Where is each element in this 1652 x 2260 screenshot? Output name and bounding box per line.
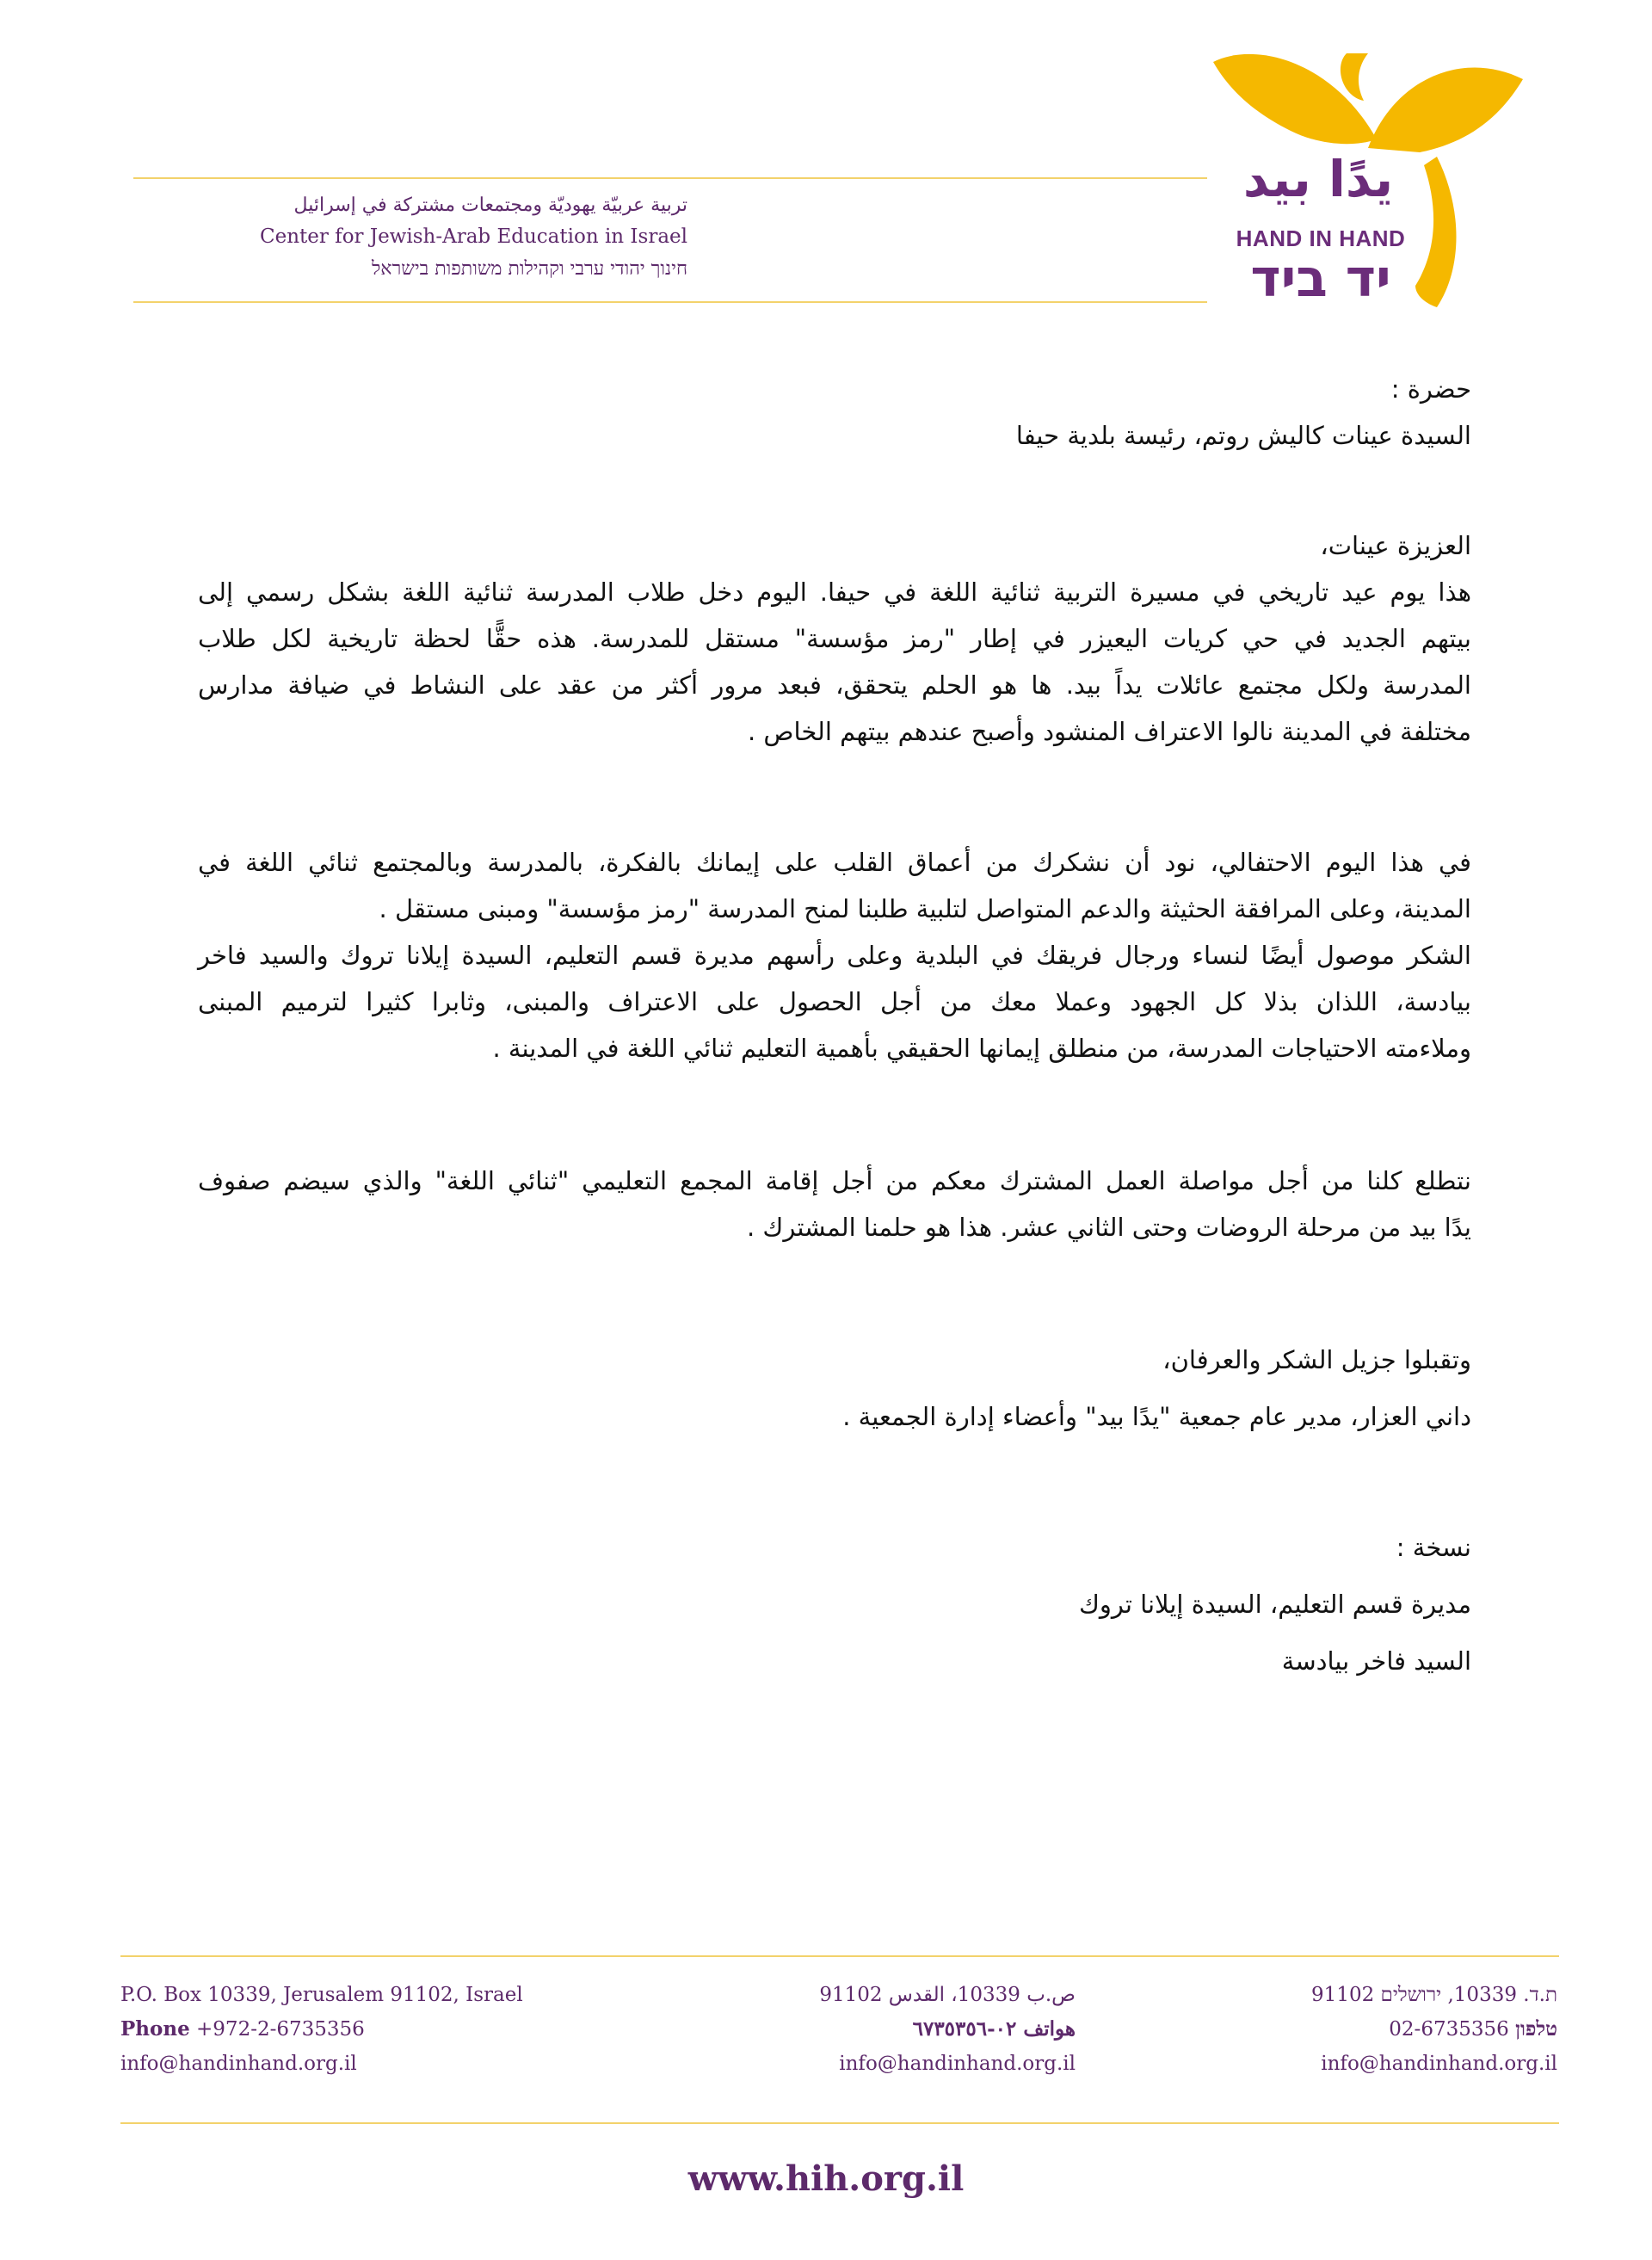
phone-label: Phone xyxy=(120,2017,190,2041)
footer-top-rule xyxy=(120,1955,1559,1957)
paragraph-4-line: نتطلع كلنا من أجل مواصلة العمل المشترك معكم من أجل إقامة المجمع التعليمي "ثنائي اللغة" والذي سيضم صفوف xyxy=(198,1166,1471,1195)
attention-line: حضرة : xyxy=(1390,374,1471,404)
letter-body xyxy=(198,366,1471,1684)
logo-text-hebrew: יד ביד xyxy=(1250,249,1391,309)
org-name-english: Center for Jewish-Arab Education in Israel xyxy=(260,225,687,248)
header-bottom-rule xyxy=(133,301,1207,303)
cc-item: مديرة قسم التعليم، السيدة إيلانا تروك xyxy=(1078,1590,1471,1619)
paragraph-1-line: بيتهم الجديد في حي كريات اليعيزر في إطار "رمز مؤسسة" مستقل للمدرسة. هذه حقًّا لحظة تاريخية لكل طلاب xyxy=(198,624,1471,653)
footer-arabic-contact xyxy=(800,1978,1076,2081)
footer-english-email[interactable]: info@handinhand.org.il xyxy=(120,2053,357,2075)
logo-text-english: HAND IN HAND xyxy=(1236,225,1406,251)
signature-line: داني العزار، مدير عام جمعية "يدًا بيد" وأعضاء إدارة الجمعية . xyxy=(842,1402,1471,1431)
footer-english-address: P.O. Box 10339, Jerusalem 91102, Israel xyxy=(120,1984,523,2006)
footer-english-phone xyxy=(120,2012,523,2047)
org-name-hebrew: חינוך יהודי ערבי וקהילות משותפות בישראל xyxy=(371,258,687,280)
paragraph-1-line: المدرسة ولكل مجتمع عائلات يداً بيد. ها هو الحلم يتحقق، فبعد مرور أكثر من عقد على النشاط في ضيافة مدارس xyxy=(198,670,1471,700)
org-name-block xyxy=(133,177,1207,303)
closing-line: وتقبلوا جزيل الشكر والعرفان، xyxy=(1162,1345,1471,1374)
logo-text-arabic: يدًا بيد xyxy=(1242,150,1394,208)
org-name-arabic: تربية عربيّة يهوديّة ومجتمعات مشتركة في إسرائيل xyxy=(293,195,687,216)
recipient-line: السيدة عينات كاليش روتم، رئيسة بلدية حيفا xyxy=(1015,421,1471,450)
phone-number[interactable]: +972-2-6735356 xyxy=(196,2018,365,2041)
logo-curl xyxy=(1341,53,1368,101)
greeting: العزيزة عينات، xyxy=(1320,531,1471,560)
logo-tail xyxy=(1415,157,1457,307)
paragraph-2 xyxy=(198,839,1471,932)
footer-arabic-phone[interactable]: هواتف ٠٢-٦٧٣٥٣٥٦ xyxy=(912,2017,1076,2041)
website-link[interactable]: www.hih.org.il xyxy=(687,2158,965,2199)
paragraph-4-line: يدًا بيد من مرحلة الروضات وحتى الثاني عشر. هذا هو حلمنا المشترك . xyxy=(747,1213,1471,1242)
paragraph-2-line: في هذا اليوم الاحتفالي، نود أن نشكرك من أعماق القلب على إيمانك بالفكرة، بالمدرسة وبالمجتمع ثنائي اللغة في xyxy=(198,848,1471,877)
footer-hebrew-address: ת.ד. 10339, ירושלים 91102 xyxy=(1311,1984,1557,2006)
paragraph-3-line: بيادسة، اللذان بذلا كل الجهود وعملا معك من أجل الحصول على الاعتراف والمبنى، وثابرا كثيرا لترميم المبنى xyxy=(198,987,1471,1016)
footer-arabic-email[interactable]: info@handinhand.org.il xyxy=(839,2053,1076,2075)
paragraph-3-line: وملاءمته الاحتياجات المدرسة، من منطلق إيمانها الحقيقي بأهمية التعليم ثنائي اللغة في المدينة . xyxy=(492,1034,1471,1063)
footer-hebrew-email[interactable]: info@handinhand.org.il xyxy=(1321,2053,1557,2075)
phone-label: טלפון xyxy=(1515,2017,1557,2041)
org-name-lines xyxy=(145,189,687,285)
cc-label: نسخة : xyxy=(1396,1533,1471,1562)
phone-number[interactable]: 02-6735356 xyxy=(1389,2018,1509,2041)
paragraph-4 xyxy=(198,1158,1471,1250)
footer-english-contact xyxy=(120,1978,523,2081)
paragraph-1 xyxy=(198,569,1471,755)
paragraph-2-line: المدينة، وعلى المرافقة الحثيثة والدعم المتواصل لتلبية طلبنا لمنح المدرسة "رمز مؤسسة" ومبنى مستقل . xyxy=(379,894,1471,923)
footer-bottom-rule xyxy=(120,2122,1559,2124)
header-top-rule xyxy=(133,177,1207,179)
paragraph-3 xyxy=(198,932,1471,1071)
logo-right-wing xyxy=(1368,67,1523,152)
paragraph-1-line: مختلفة في المدينة نالوا الاعتراف المنشود وأصبح عندهم بيتهم الخاص . xyxy=(747,717,1471,746)
footer-hebrew-contact xyxy=(1273,1978,1557,2081)
footer-arabic-address: ص.ب 10339، القدس 91102 xyxy=(819,1984,1076,2006)
cc-item: السيد فاخر بيادسة xyxy=(1281,1646,1471,1676)
paragraph-3-line: الشكر موصول أيضًا لنساء ورجال فريقك في البلدية وعلى رأسهم مديرة قسم التعليم، السيدة إيلانا تروك والسيد فاخر xyxy=(198,941,1471,970)
footer-hebrew-phone xyxy=(1273,2012,1557,2047)
paragraph-1-line: هذا يوم عيد تاريخي في مسيرة التربية ثنائية اللغة في حيفا. اليوم دخل طلاب المدرسة ثنائية اللغة بشكل رسمي إلى xyxy=(198,577,1471,607)
